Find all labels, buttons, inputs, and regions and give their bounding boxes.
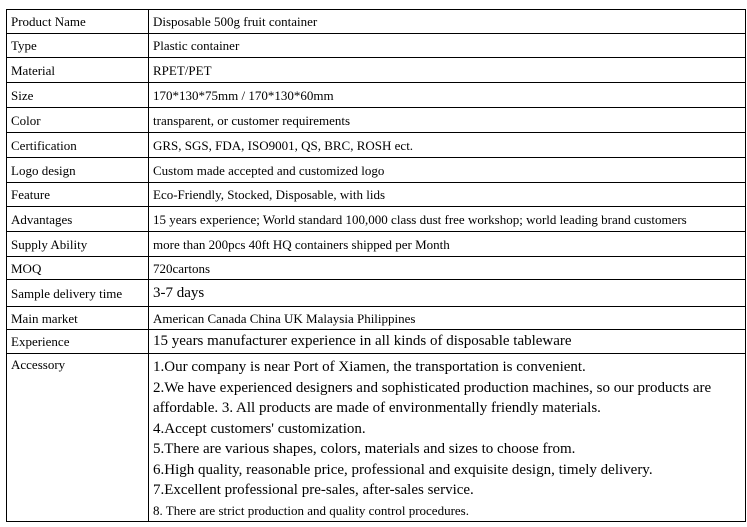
row-value: Plastic container (149, 34, 746, 58)
row-label: Product Name (7, 10, 149, 34)
table-row (7, 58, 746, 83)
accessory-line: 5.There are various shapes, colors, materials and sizes to choose from. (153, 441, 576, 457)
row-value: 15 years experience; World standard 100,000 class dust free workshop; world leading brand customers (149, 207, 746, 232)
accessory-line: 2.We have experienced designers and sophisticated production machines, so our products are affordable. 3. All products are made of environmentally friendly materials. (153, 379, 712, 416)
row-value: 3-7 days (149, 280, 746, 307)
accessory-line: 4.Accept customers' customization. (153, 420, 366, 437)
accessory-line: 8. There are strict production and quality control procedures. (153, 502, 469, 518)
row-value: American Canada China UK Malaysia Philippines (149, 307, 746, 330)
table-row (7, 183, 746, 207)
row-label: Supply Ability (7, 232, 149, 257)
table-row (7, 83, 746, 108)
row-label: Certification (7, 133, 149, 158)
row-label: Main market (7, 307, 149, 330)
accessory-line: 1.Our company is near Port of Xiamen, the transportation is convenient. (153, 359, 586, 375)
row-value: RPET/PET (149, 58, 746, 83)
row-value: Eco-Friendly, Stocked, Disposable, with lids (149, 183, 746, 207)
row-value: more than 200pcs 40ft HQ containers shipped per Month (149, 232, 746, 257)
row-label: Sample delivery time (7, 280, 149, 307)
row-label: Advantages (7, 207, 149, 232)
table-row (7, 34, 746, 58)
table-row (7, 257, 746, 280)
row-label: Type (7, 34, 149, 58)
row-label: Color (7, 108, 149, 133)
table-row (7, 330, 746, 354)
row-label: Size (7, 83, 149, 108)
row-value: transparent, or customer requirements (149, 108, 746, 133)
row-label: Accessory (7, 354, 149, 522)
table-row (7, 280, 746, 307)
table-row (7, 232, 746, 257)
table-row (7, 10, 746, 34)
product-spec-table (6, 9, 746, 522)
table-row-accessory (7, 354, 746, 522)
row-value: Custom made accepted and customized logo (149, 158, 746, 183)
table-row (7, 158, 746, 183)
row-label: MOQ (7, 257, 149, 280)
table-row (7, 307, 746, 330)
table-row (7, 207, 746, 232)
accessory-line: 7.Excellent professional pre-sales, after-sales service. (153, 482, 474, 498)
row-value: 170*130*75mm / 170*130*60mm (149, 83, 746, 108)
row-value: Disposable 500g fruit container (149, 10, 746, 34)
row-label: Logo design (7, 158, 149, 183)
table-row (7, 133, 746, 158)
row-value: 15 years manufacturer experience in all kinds of disposable tableware (149, 330, 746, 354)
table-row (7, 108, 746, 133)
row-label: Feature (7, 183, 149, 207)
accessory-line: 6.High quality, reasonable price, professional and exquisite design, timely delivery. (153, 461, 653, 478)
row-value: GRS, SGS, FDA, ISO9001, QS, BRC, ROSH ect. (149, 133, 746, 158)
row-value: 720cartons (149, 257, 746, 280)
row-label: Experience (7, 330, 149, 354)
row-label: Material (7, 58, 149, 83)
accessory-list (149, 354, 746, 522)
